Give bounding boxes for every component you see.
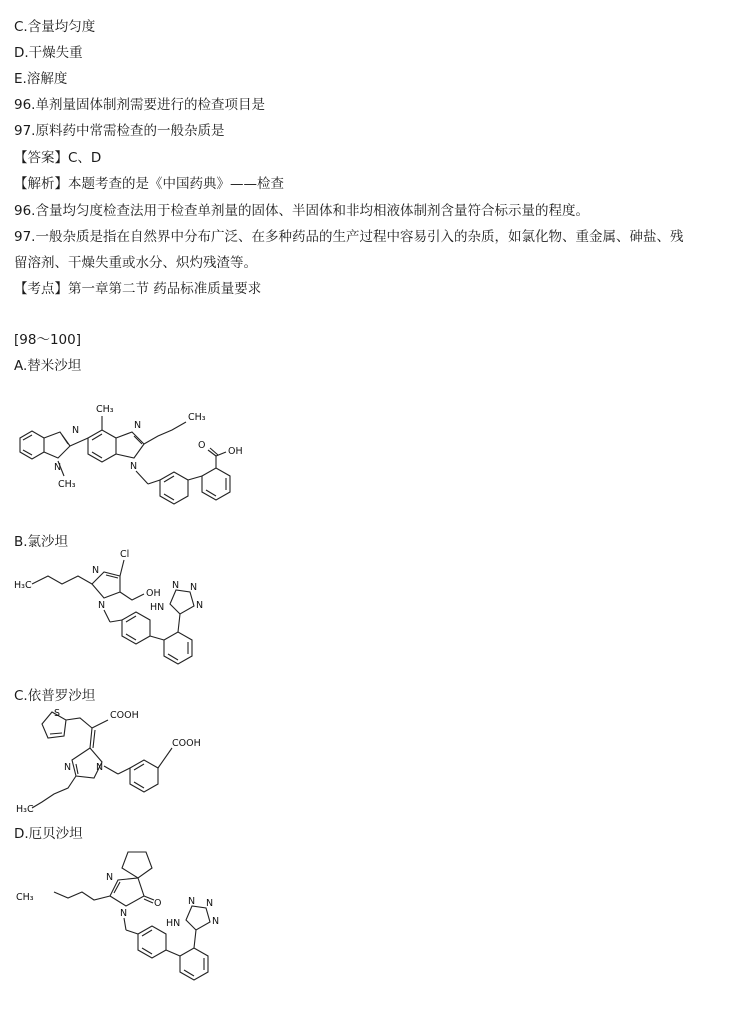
atom-n: N — [190, 582, 198, 593]
atom-n: N — [54, 462, 62, 473]
losartan-structure — [12, 548, 242, 683]
methyl-label: CH₃ — [96, 404, 114, 415]
atom-n: N — [188, 896, 196, 907]
key-point-line: 【考点】第一章第二节 药品标准质量要求 — [14, 281, 262, 297]
methyl-label: H₃C — [16, 804, 34, 815]
analysis-line: 【解析】本题考查的是《中国药典》——检查 — [14, 176, 284, 192]
atom-n: N — [134, 420, 142, 431]
atom-n: N — [130, 461, 138, 472]
hydroxyl-label: OH — [146, 588, 161, 599]
atom-n: N — [212, 916, 220, 927]
telmisartan-structure — [10, 376, 270, 526]
methyl-label: CH₃ — [188, 412, 206, 423]
atom-n: N — [96, 762, 104, 773]
option-d-text: D.干燥失重 — [14, 45, 83, 61]
answer-line: 【答案】C、D — [14, 150, 102, 166]
carboxyl-label: COOH — [172, 738, 201, 749]
carboxyl-label: COOH — [110, 710, 139, 721]
question-97: 97.原料药中常需检查的一般杂质是 — [14, 123, 225, 139]
question-96: 96.单剂量固体制剂需要进行的检查项目是 — [14, 97, 265, 113]
atom-n: N — [172, 580, 180, 591]
option-d-label: D.厄贝沙坦 — [14, 826, 83, 842]
atom-n: N — [64, 762, 72, 773]
chloro-label: Cl — [120, 549, 130, 560]
explanation-97-part2: 留溶剂、干燥失重或水分、炽灼残渣等。 — [14, 255, 257, 271]
methyl-label: H₃C — [14, 580, 32, 591]
option-e-text: E.溶解度 — [14, 71, 68, 87]
nh-label: HN — [166, 918, 181, 929]
nh-label: HN — [150, 602, 165, 613]
atom-n: N — [98, 600, 106, 611]
eprosartan-structure — [12, 704, 242, 819]
atom-n: N — [72, 425, 80, 436]
atom-n: N — [106, 872, 114, 883]
methyl-label: CH₃ — [16, 892, 34, 903]
atom-n: N — [92, 565, 100, 576]
sulfur-label: S — [54, 708, 61, 719]
atom-n: N — [206, 898, 214, 909]
explanation-96: 96.含量均匀度检查法用于检查单剂量的固体、半固体和非均相液体制剂含量符合标示量的程度。 — [14, 203, 589, 219]
explanation-97-part1: 97.一般杂质是指在自然界中分布广泛、在多种药品的生产过程中容易引入的杂质，如氯化物、重金属、砷盐、残 — [14, 229, 684, 245]
atom-n: N — [196, 600, 204, 611]
option-b-label: B.氯沙坦 — [14, 534, 69, 550]
question-group-header: [98～100] — [14, 332, 81, 348]
atom-o: O — [198, 440, 206, 451]
atom-n: N — [120, 908, 128, 919]
option-c-label: C.依普罗沙坦 — [14, 688, 96, 704]
irbesartan-structure — [14, 842, 244, 1002]
option-a-label: A.替米沙坦 — [14, 358, 82, 374]
hydroxyl-label: OH — [228, 446, 243, 457]
option-c-text: C.含量均匀度 — [14, 19, 96, 35]
methyl-label: CH₃ — [58, 479, 76, 490]
atom-o: O — [154, 898, 162, 909]
